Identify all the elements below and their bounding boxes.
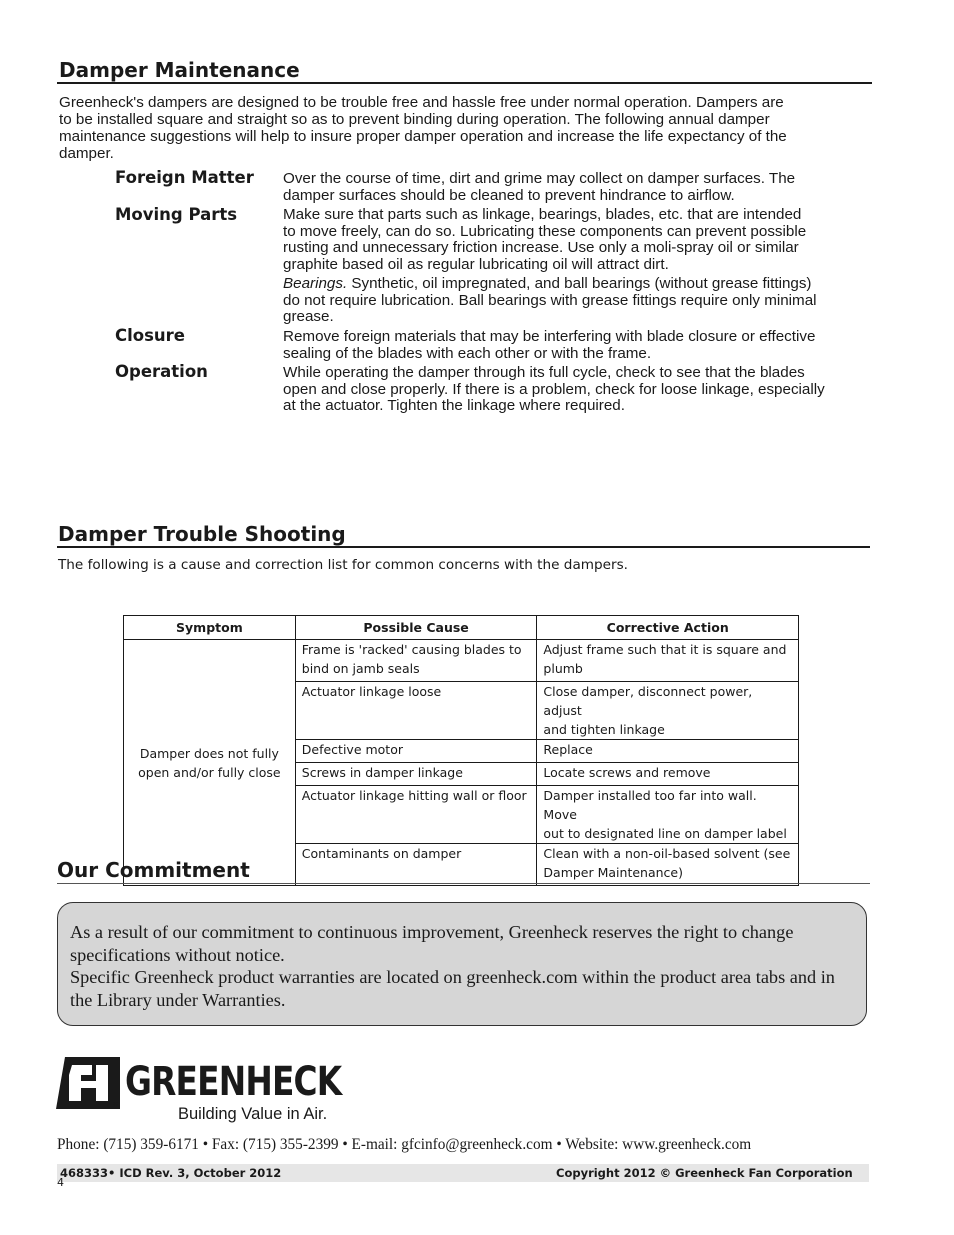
- cause-cell: [295, 844, 537, 886]
- action-line: Replace: [543, 742, 593, 757]
- cause-line: Defective motor: [301, 742, 403, 757]
- action-line: Close damper, disconnect power, adjust: [543, 684, 753, 718]
- column-header-action: Corrective Action: [537, 616, 799, 640]
- action-line: plumb: [543, 661, 583, 676]
- action-cell: [537, 844, 799, 886]
- action-line: Locate screws and remove: [543, 765, 711, 780]
- cause-cell: [295, 682, 537, 740]
- symptom-line: open and/or fully close: [138, 764, 281, 780]
- def-line: Make sure that parts such as linkage, bearings, blades, etc. that are intended: [283, 206, 802, 223]
- term-foreign-matter: Foreign Matter: [115, 168, 254, 187]
- intro-line: to be installed square and straight so as to prevent binding during operation. The following annual damper: [59, 111, 770, 128]
- intro-line: maintenance suggestions will help to insure proper damper operation and increase the life expectancy of the: [59, 128, 787, 145]
- column-header-symptom: Symptom: [124, 616, 296, 640]
- def-line: rusting and unnecessary friction increase. Use only a moli-spray oil or similar: [283, 239, 799, 256]
- cause-cell: [295, 740, 537, 763]
- symptom-line: Damper does not fully: [139, 745, 279, 761]
- cause-cell: [295, 763, 537, 786]
- def-line: at the actuator. Tighten the linkage where required.: [283, 397, 625, 414]
- action-cell: [537, 740, 799, 763]
- term-moving-parts: Moving Parts: [115, 205, 238, 224]
- cause-line: bind on jamb seals: [301, 661, 420, 676]
- action-line: and tighten linkage: [543, 722, 665, 737]
- def-line: open and close properly. If there is a problem, check for loose linkage, especially: [283, 380, 825, 398]
- registered-mark: ®: [112, 1100, 119, 1108]
- commitment-line: Specific Greenheck product warranties are located on greenheck.com within the product area tabs and in: [70, 967, 835, 987]
- def-closure: [283, 329, 873, 362]
- def-line: While operating the damper through its full cycle, check to see that the blades: [283, 364, 805, 381]
- def-line: Remove foreign materials that may be interfering with blade closure or effective: [283, 328, 816, 345]
- def-bearings: [283, 276, 873, 326]
- def-line: damper surfaces should be cleaned to prevent hindrance to airflow.: [283, 186, 735, 204]
- def-moving-parts: [283, 207, 873, 273]
- def-foreign-matter: [283, 171, 873, 204]
- def-operation: [283, 365, 873, 415]
- action-line: Damper Maintenance): [543, 865, 683, 880]
- maintenance-intro: [59, 94, 871, 162]
- cause-line: Actuator linkage hitting wall or floor: [301, 788, 527, 803]
- troubleshooting-table: [123, 615, 799, 886]
- intro-line: damper.: [59, 145, 114, 162]
- action-cell: [537, 682, 799, 740]
- commitment-line: the Library under Warranties.: [70, 989, 286, 1010]
- cause-cell: [295, 786, 537, 844]
- symptom-cell: [124, 640, 296, 886]
- table-header-row: [124, 616, 799, 640]
- cause-line: Actuator linkage loose: [301, 684, 442, 699]
- table-row: [124, 640, 799, 682]
- contact-line: Phone: (715) 359-6171 • Fax: (715) 355-2399 • E-mail: gfcinfo@greenheck.com • Website: www.greenheck.com: [57, 1136, 752, 1153]
- commitment-line: specifications without notice.: [70, 944, 285, 965]
- column-header-cause: Possible Cause: [295, 616, 537, 640]
- page-number: 4: [57, 1176, 64, 1189]
- action-cell: [537, 640, 799, 682]
- commitment-heading: Our Commitment: [57, 858, 250, 882]
- action-cell: [537, 763, 799, 786]
- term-closure: Closure: [115, 326, 185, 345]
- bearings-label: Bearings.: [283, 275, 348, 292]
- bearings-first-line: [283, 276, 873, 293]
- cause-line: Screws in damper linkage: [301, 765, 463, 780]
- bearings-text: Synthetic, oil impregnated, and ball bearings (without grease fittings): [347, 275, 812, 292]
- maintenance-rule: [57, 82, 872, 84]
- troubleshooting-intro: The following is a cause and correction list for common concerns with the dampers.: [58, 557, 628, 573]
- greenheck-logo-icon: [56, 1057, 120, 1109]
- action-line: Damper installed too far into wall. Move: [543, 788, 757, 822]
- cause-line: Contaminants on damper: [301, 846, 462, 861]
- footer-copyright: Copyright 2012 © Greenheck Fan Corporation: [556, 1166, 853, 1180]
- action-line: Adjust frame such that it is square and: [543, 642, 787, 657]
- cause-cell: [295, 640, 537, 682]
- def-line: Over the course of time, dirt and grime may collect on damper surfaces. The: [283, 170, 796, 187]
- term-operation: Operation: [115, 362, 208, 381]
- action-line: out to designated line on damper label: [543, 826, 787, 841]
- logo-tagline: Building Value in Air.: [178, 1105, 328, 1123]
- commitment-line: As a result of our commitment to continuous improvement, Greenheck reserves the right to change: [70, 922, 794, 942]
- def-line: graphite based oil as regular lubricating oil will attract dirt.: [283, 255, 669, 273]
- def-line: do not require lubrication. Ball bearings with grease fittings require only minimal: [283, 291, 817, 309]
- footer-doc-id: 468333• ICD Rev. 3, October 2012: [60, 1166, 282, 1180]
- def-line: grease.: [283, 308, 334, 325]
- commitment-box: [57, 902, 867, 1026]
- action-cell: [537, 786, 799, 844]
- action-line: Clean with a non-oil-based solvent (see: [543, 846, 791, 861]
- cause-line: Frame is 'racked' causing blades to: [301, 642, 522, 657]
- commitment-rule: [57, 883, 870, 884]
- troubleshooting-rule: [57, 546, 870, 548]
- def-line: sealing of the blades with each other or with the frame.: [283, 344, 652, 362]
- intro-line: Greenheck's dampers are designed to be trouble free and hassle free under normal operation. Dampers are: [59, 94, 784, 111]
- logo-wordmark: GREENHECK: [125, 1059, 342, 1105]
- def-line: to move freely, can do so. Lubricating these components can prevent possible: [283, 222, 807, 240]
- troubleshooting-heading: Damper Trouble Shooting: [58, 522, 346, 546]
- maintenance-heading: Damper Maintenance: [59, 58, 300, 82]
